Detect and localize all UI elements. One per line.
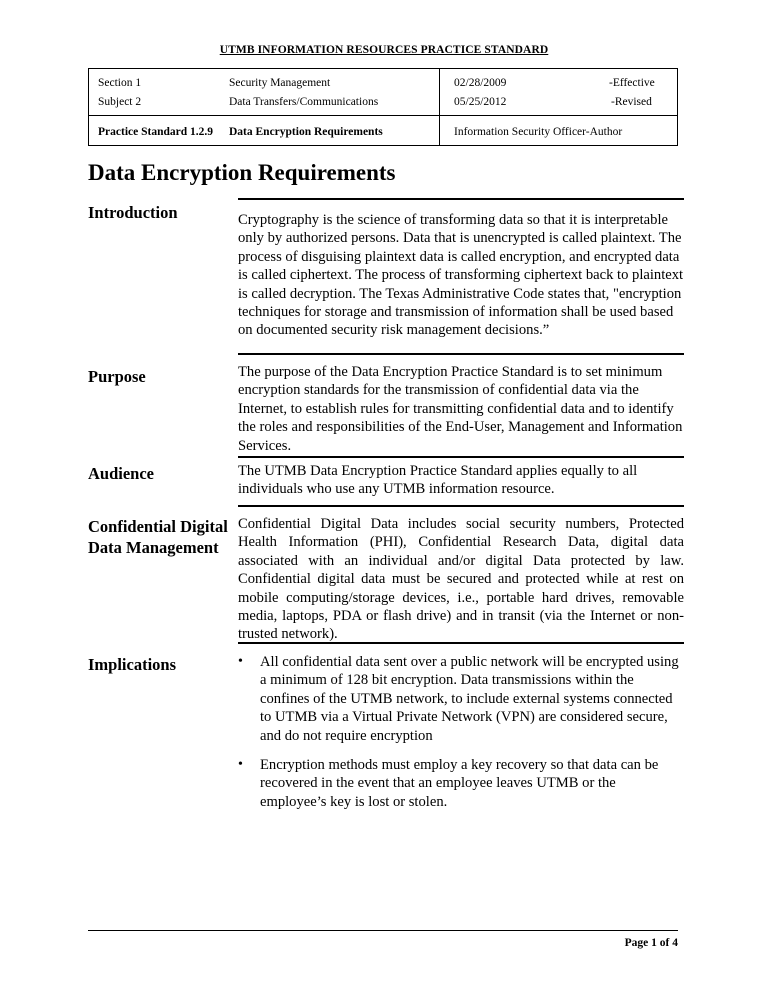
bullet-icon: •	[238, 757, 243, 773]
header-horizontal-divider	[89, 115, 677, 116]
subject-name: Data Transfers/Communications	[229, 96, 379, 108]
section-rule	[238, 642, 684, 644]
section-rule	[238, 505, 684, 507]
effective-label: -Effective	[609, 77, 655, 89]
section-label-implications: Implications	[88, 655, 177, 674]
introduction-text: Cryptography is the science of transforming data so that it is interpretable only by authorized persons. Data that is unencrypted is called plaintext. The process of disguising plaintext data is called encryption, and encrypted data is called ciphertext. The process of transforming ciphertext back to plaintext is called decryption. The Texas Administrative Code states that, "encryption techniques for storage and transmission of information shall be used based on documented security risk management decisions.”	[238, 212, 684, 339]
section-rule	[238, 353, 684, 355]
section-label: Section 1	[98, 77, 142, 89]
confidential-text: Confidential Digital Data includes social security numbers, Protected Health Information (PHI), Confidential Research Data, digital data associated with an individual and/or digital Data protected by law. Confidential digital data must be secured and protected while at rest on mobile computing/storage devices, i.e., portable hard drives, removable media, laptops, PDA or flash drive) and in transit (via the Internet or non-trusted network).	[238, 516, 684, 643]
section-label-introduction: Introduction	[88, 203, 178, 222]
implications-list-wrapper	[238, 653, 684, 822]
revised-date: 05/25/2012	[454, 96, 507, 108]
standard-banner: UTMB INFORMATION RESOURCES PRACTICE STANDARD	[219, 44, 549, 56]
header-vertical-divider	[439, 69, 440, 145]
section-rule	[238, 198, 684, 200]
header-table	[88, 68, 678, 146]
section-label-audience: Audience	[88, 464, 154, 483]
document-title: Data Encryption Requirements	[88, 160, 396, 185]
section-label-confidential: Confidential Digital Data Management	[88, 517, 228, 557]
page-number: Page 1 of 4	[624, 937, 678, 949]
section-name: Security Management	[229, 77, 331, 89]
section-rule	[238, 456, 684, 458]
author: Information Security Officer-Author	[454, 126, 623, 138]
revised-label: -Revised	[611, 96, 652, 108]
implication-text: All confidential data sent over a public network will be encrypted using a minimum of 128 bit encryption. Data transmissions within the confines of the UTMB network, to include external systems connected to UTMB via a Virtual Private Network (VPN) are considered secure, and do not require encryption	[260, 654, 679, 744]
bullet-icon: •	[238, 654, 243, 669]
standard-number: Practice Standard 1.2.9	[98, 126, 213, 138]
purpose-text: The purpose of the Data Encryption Practice Standard is to set minimum encryption standards for the transmission of confidential data via the Internet, to establish rules for transmitting confidential data and to identify the roles and responsibilities of the End-User, Management and Information Services.	[238, 364, 683, 454]
footer-rule	[88, 930, 678, 931]
effective-date: 02/28/2009	[454, 77, 507, 89]
section-label-purpose: Purpose	[88, 367, 146, 386]
subject-label: Subject 2	[98, 96, 142, 108]
implications-list	[238, 653, 684, 811]
implication-text: Encryption methods must employ a key recovery so that data can be recovered in the event that an employee leaves UTMB or the employee’s key is lost or stolen.	[260, 757, 659, 810]
standard-title: Data Encryption Requirements	[229, 126, 383, 138]
list-item	[238, 653, 684, 745]
list-item	[238, 756, 684, 811]
audience-text: The UTMB Data Encryption Practice Standard applies equally to all individuals who use any UTMB information resource.	[238, 463, 638, 498]
